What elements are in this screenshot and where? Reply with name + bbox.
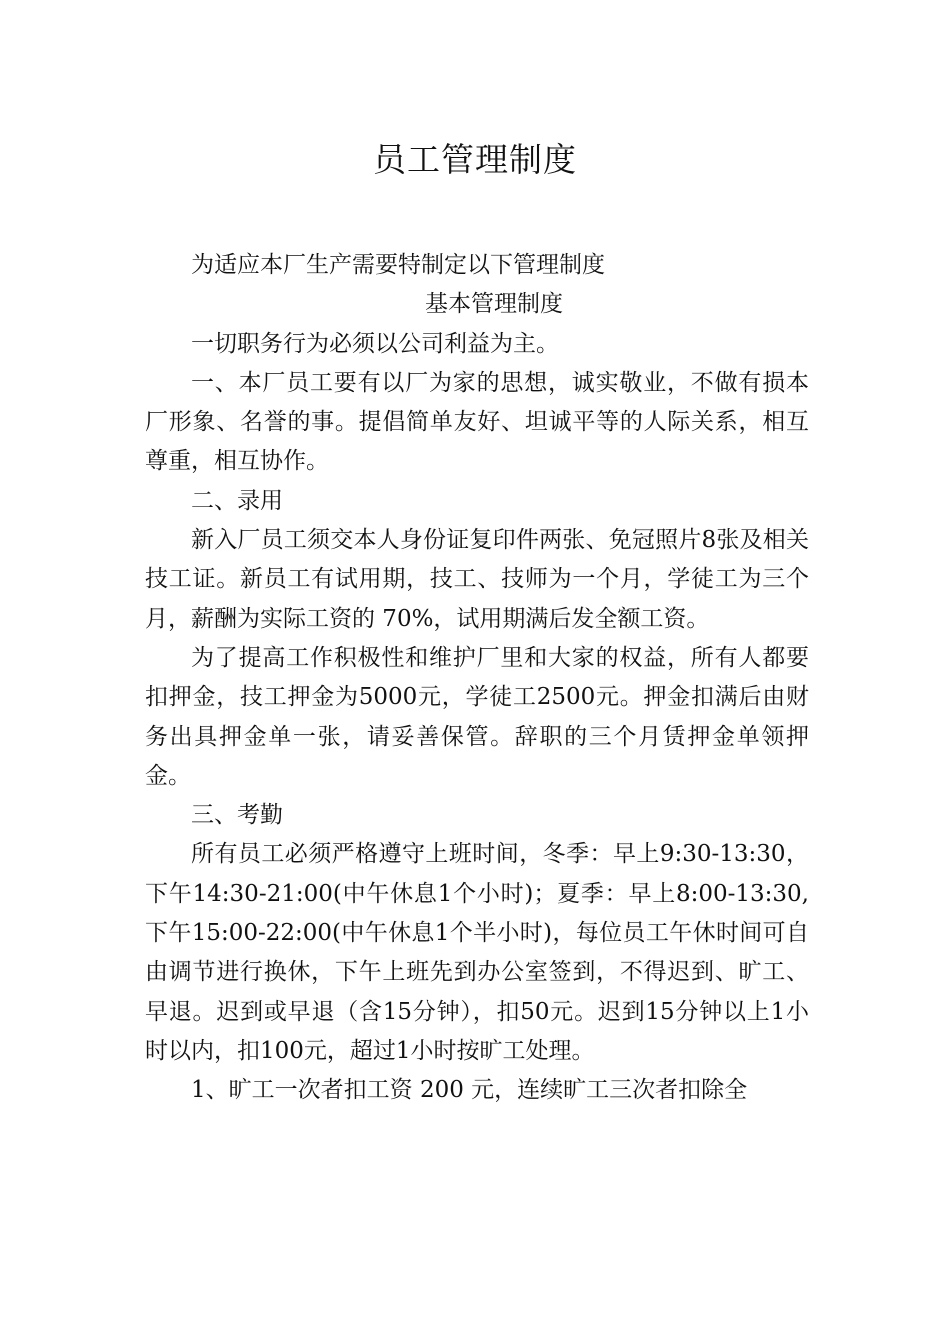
paragraph-section-one: 一、本厂员工要有以厂为家的思想，诚实敬业，不做有损本厂形象、名誉的事。提倡简单友好、坦诚平等的人际关系，相互尊重，相互协作。 bbox=[145, 369, 809, 475]
paragraph-deposit: 为了提高工作积极性和维护厂里和大家的权益，所有人都要扣押金，技工押金为5000元，学徒工2500元。押金扣满后由财务出具押金单一张，请妥善保管。辞职的三个月赁押金单领押金。 bbox=[145, 644, 809, 789]
section-heading-attendance: 三、考勤 bbox=[191, 802, 283, 829]
document-body bbox=[145, 246, 809, 1111]
section-heading-basic-rules: 基本管理制度 bbox=[425, 291, 563, 318]
paragraph-hiring-details: 新入厂员工须交本人身份证复印件两张、免冠照片8张及相关技工证。新员工有试用期，技工、技师为一个月，学徒工为三个月，薪酬为实际工资的 70%，试用期满后发全额工资。 bbox=[145, 527, 809, 632]
document-title: 员工管理制度 bbox=[373, 140, 577, 179]
section-heading-hiring: 二、录用 bbox=[191, 487, 283, 514]
paragraph-company-interest: 一切职务行为必须以公司利益为主。 bbox=[191, 330, 559, 357]
paragraph-attendance-details: 所有员工必须严格遵守上班时间，冬季：早上9:30-13:30，下午14:30-21:00(中午休息1个小时)；夏季：早上8:00-13:30,下午15:00-22:00(中午休息1个半小时)，每位员工午休时间可自由调节进行换休，下午上班先到办公室签到，不得迟到、旷工、早退。迟到或早退（含15分钟），扣50元。迟到15分钟以上1小时以内，扣100元，超过1小时按旷工处理。 bbox=[145, 841, 809, 1064]
paragraph-intro: 为适应本厂生产需要特制定以下管理制度 bbox=[191, 252, 605, 278]
paragraph-absence-rule: 1、旷工一次者扣工资 200 元，连续旷工三次者扣除全 bbox=[191, 1077, 748, 1104]
